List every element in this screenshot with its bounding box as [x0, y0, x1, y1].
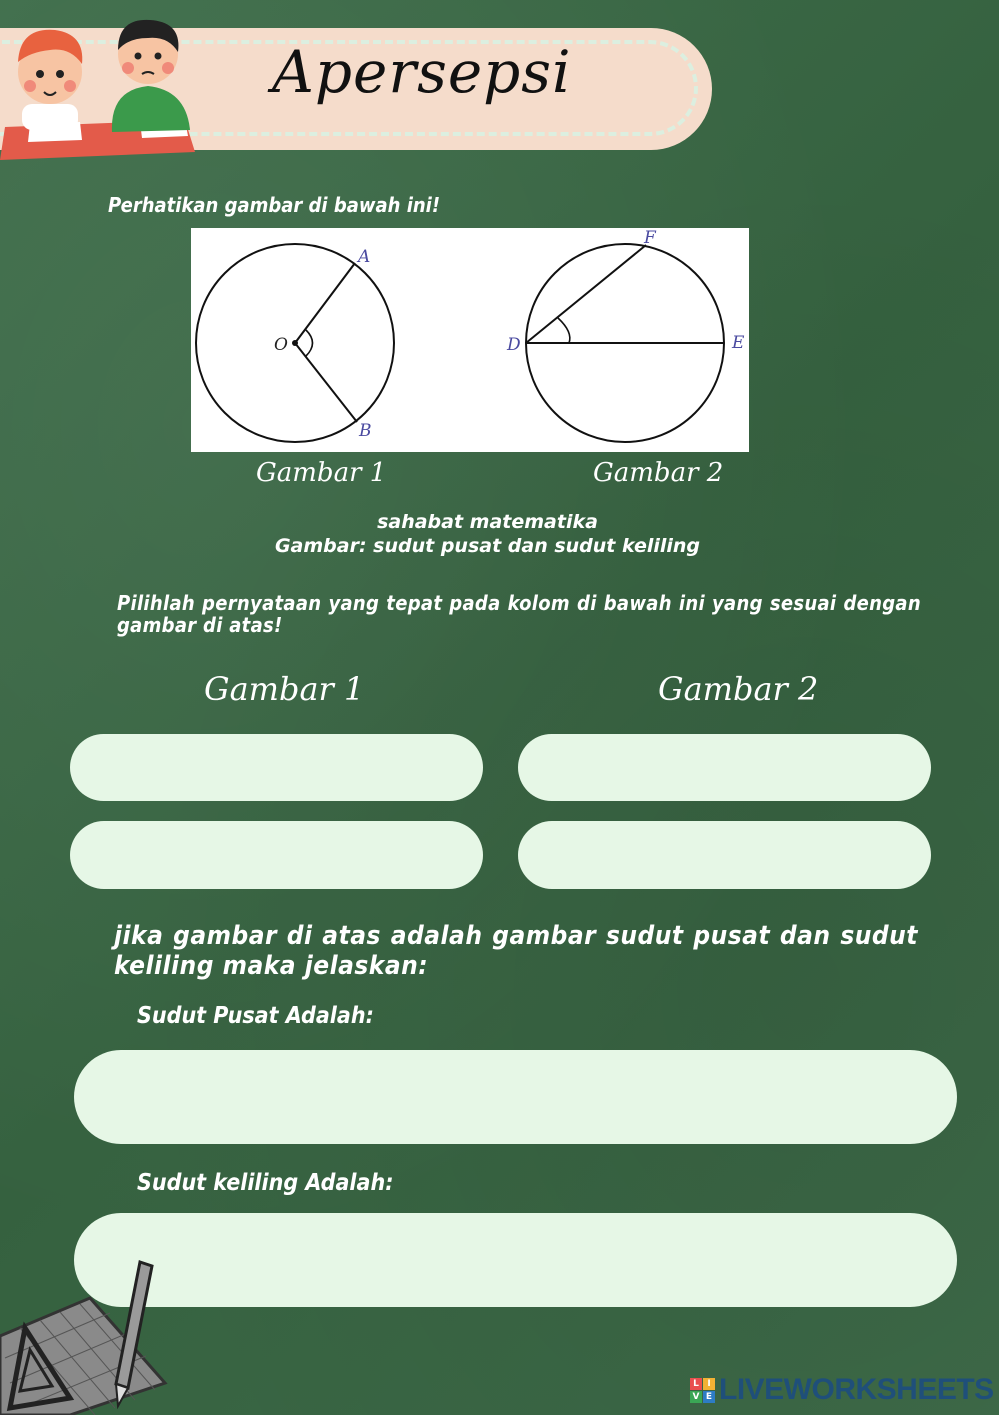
inscribed-angle-answer-field[interactable]	[74, 1213, 957, 1307]
kids-illustration	[0, 12, 210, 162]
answer-slot-gambar2-1[interactable]	[518, 734, 931, 801]
source-line-1: sahabat matematika	[377, 511, 598, 533]
central-angle-label: Sudut Pusat Adalah:	[137, 1003, 374, 1029]
radius-ob	[295, 343, 357, 422]
label-f: F	[644, 228, 656, 248]
logo-grid-cell: I	[703, 1378, 715, 1390]
geometry-tools-illustration	[0, 1258, 170, 1415]
chord-df	[526, 245, 646, 343]
label-d: D	[507, 335, 521, 355]
center-point-o	[292, 340, 298, 346]
source-line-2: Gambar: sudut pusat dan sudut keliling	[274, 535, 701, 557]
question-text: jika gambar di atas adalah gambar sudut pusat dan sudut keliling maka jelaskan:	[114, 921, 918, 981]
circle-figures	[191, 228, 749, 452]
intro-instruction: Perhatikan gambar di bawah ini!	[108, 193, 441, 217]
task-instruction: Pilihlah pernyataan yang tepat pada kolom di bawah ini yang sesuai dengan gambar di atas!	[117, 591, 921, 637]
answer-slot-gambar1-1[interactable]	[70, 734, 483, 801]
label-e: E	[732, 333, 745, 353]
central-angle-answer-field[interactable]	[74, 1050, 957, 1144]
logo-text: LIVEWORKSHEETS	[719, 1373, 994, 1406]
column-heading-2: Gambar 2	[658, 670, 819, 708]
figure-caption-1: Gambar 1	[256, 458, 387, 488]
logo-grid-cell: E	[703, 1391, 715, 1403]
page-title: Apersepsi	[272, 38, 572, 106]
angle-arc-o	[306, 330, 313, 356]
label-o: O	[274, 335, 288, 355]
liveworksheets-logo	[690, 1373, 994, 1407]
label-a: A	[358, 247, 371, 267]
column-heading-1: Gambar 1	[204, 670, 365, 708]
angle-arc-d	[558, 318, 570, 343]
logo-grid-icon	[690, 1378, 715, 1403]
circle-diagrams	[191, 228, 749, 452]
inscribed-angle-label: Sudut keliling Adalah:	[137, 1170, 394, 1196]
label-b: B	[359, 421, 372, 441]
logo-grid-cell: V	[690, 1391, 702, 1403]
logo-grid-cell: L	[690, 1378, 702, 1390]
figure-caption-2: Gambar 2	[593, 458, 724, 488]
answer-slot-gambar2-2[interactable]	[518, 821, 931, 889]
radius-oa	[295, 263, 355, 343]
answer-slot-gambar1-2[interactable]	[70, 821, 483, 889]
